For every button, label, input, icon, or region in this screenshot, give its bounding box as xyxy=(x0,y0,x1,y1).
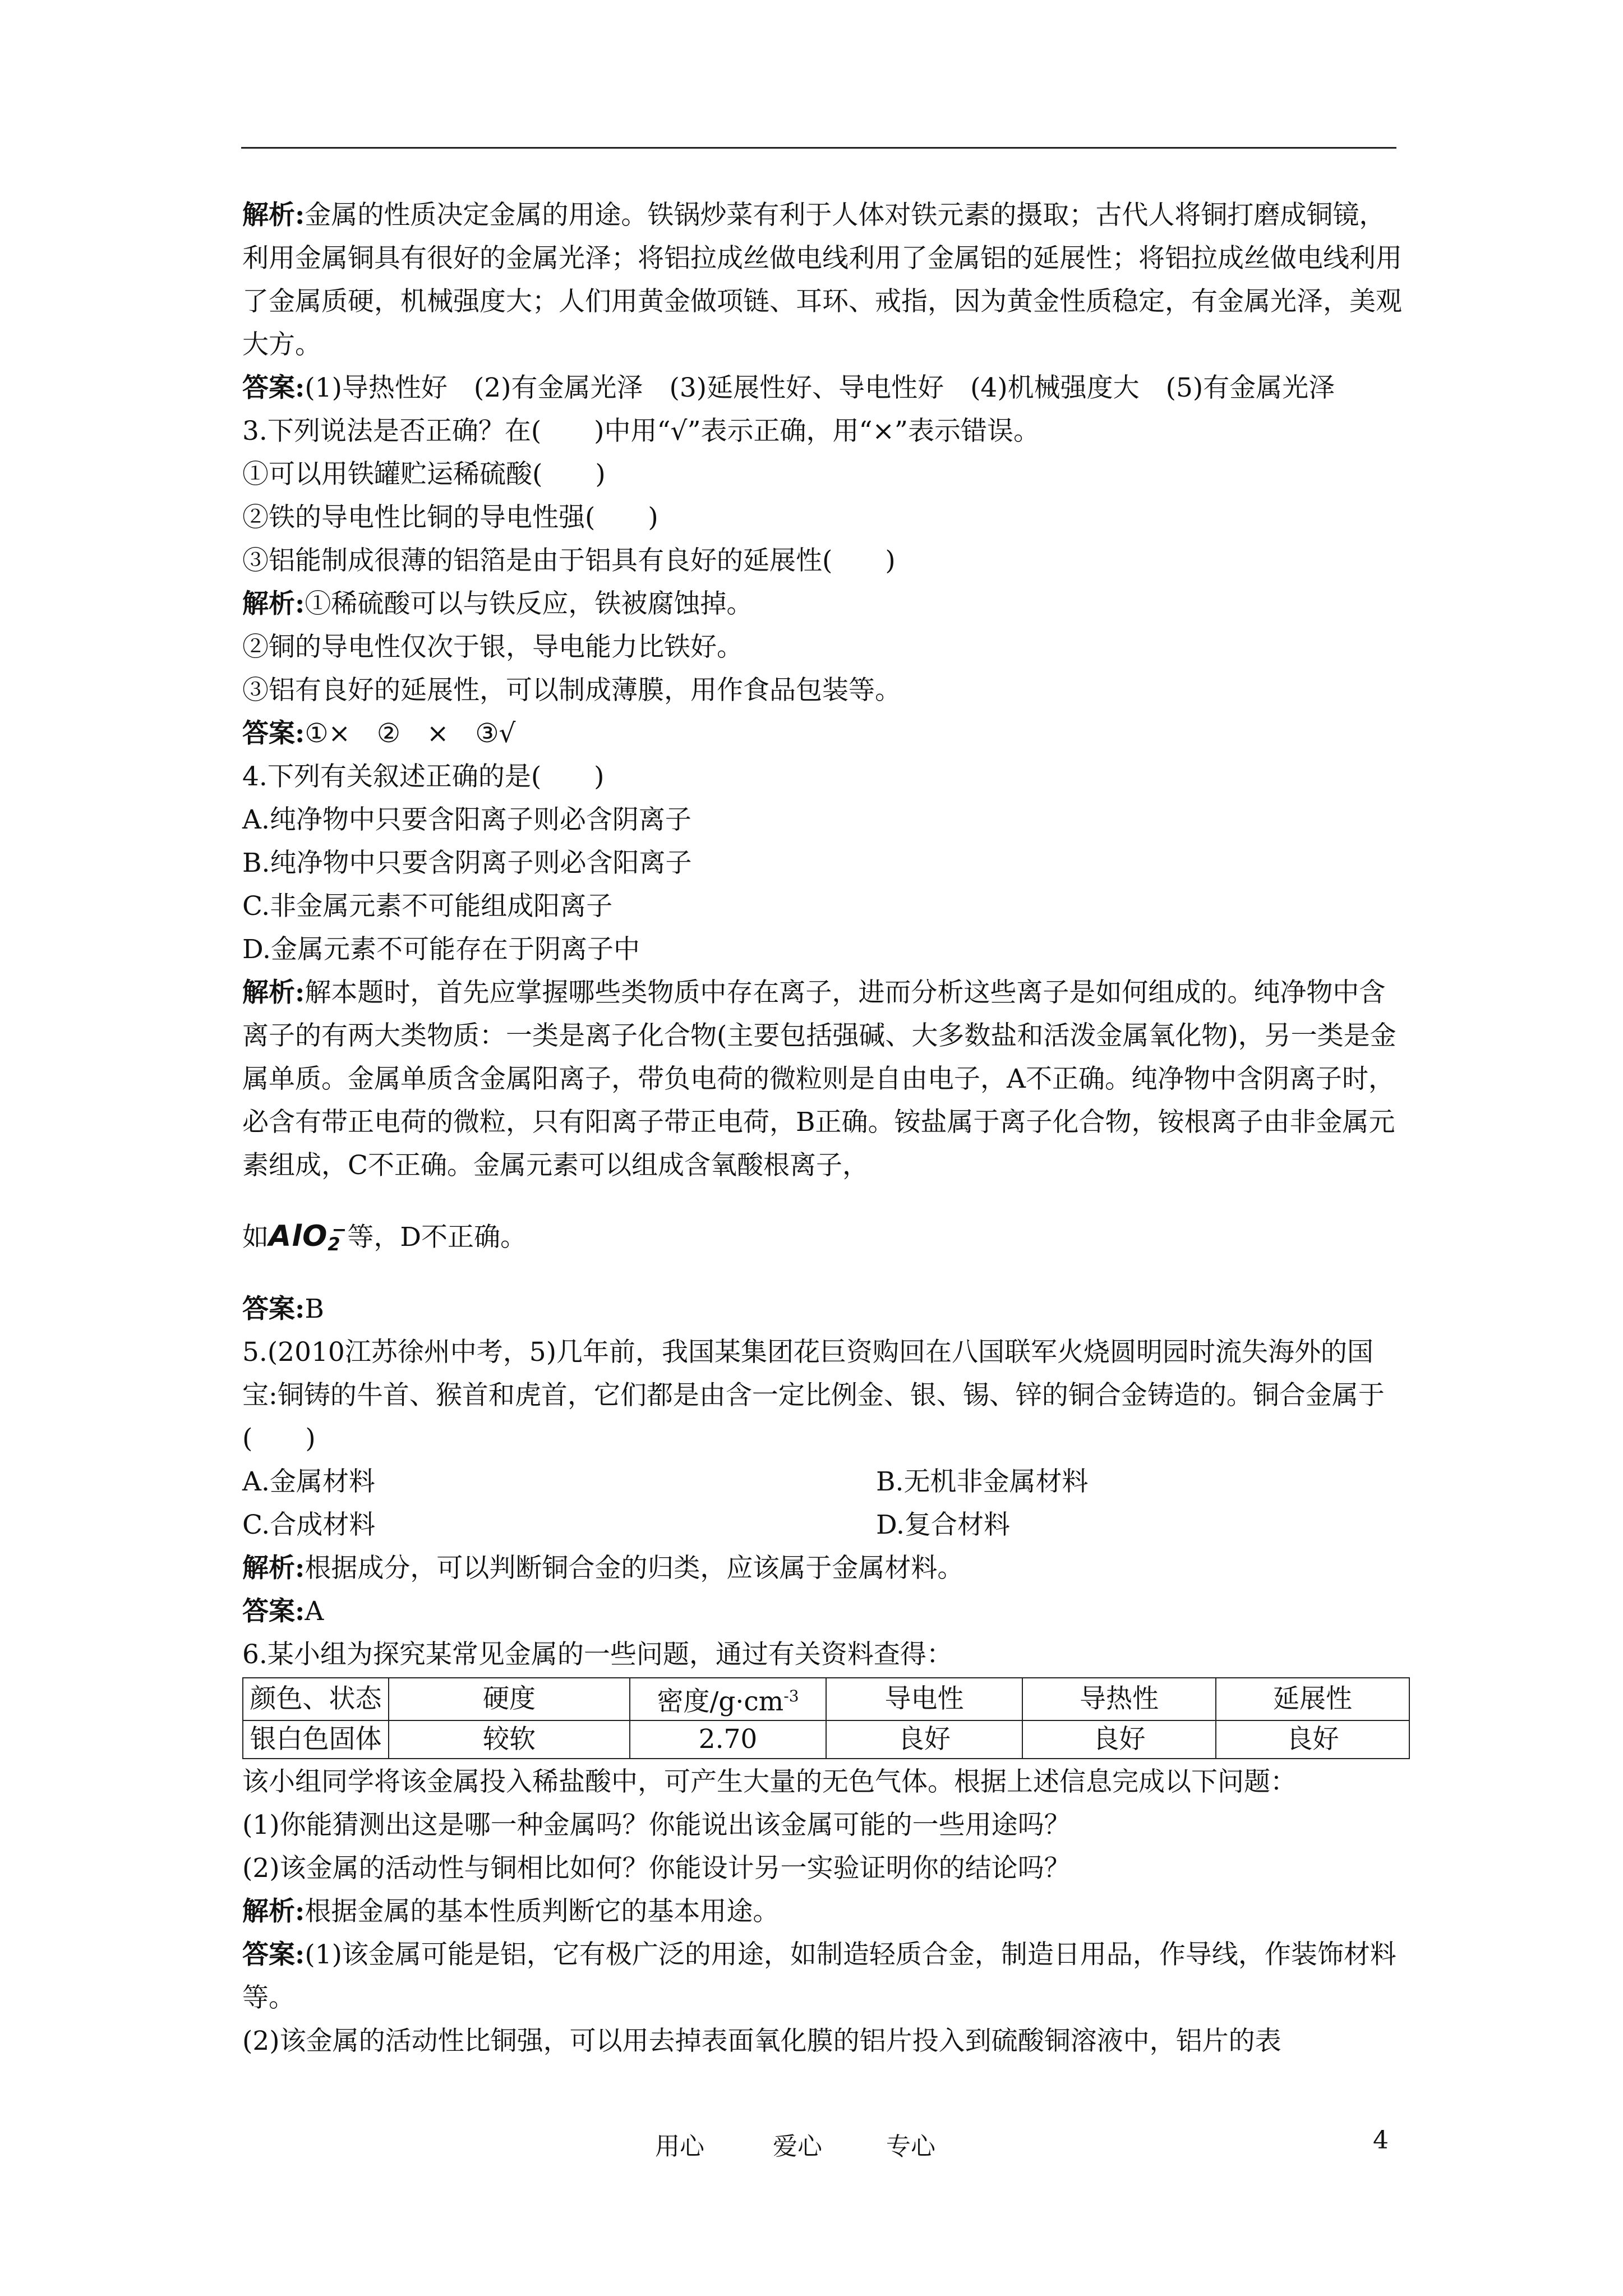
cell-thermal: 良好 xyxy=(1022,1720,1216,1759)
footer-word-2: 爱心 xyxy=(773,2132,822,2161)
header-thermal: 导热性 xyxy=(1022,1678,1216,1720)
answer-q6-2: (2)该金属的活动性比铜强，可以用去掉表面氧化膜的铝片投入到硫酸铜溶液中，铝片的表 xyxy=(242,2026,1281,2056)
cell-density: 2.70 xyxy=(630,1720,826,1759)
question-5-options xyxy=(242,1460,1404,1547)
analysis-label: 解析: xyxy=(242,588,305,619)
answer-label: 答案: xyxy=(242,1294,305,1324)
question-4-option-d: D.金属元素不可能存在于阴离子中 xyxy=(242,934,640,965)
table-row xyxy=(243,1720,1409,1759)
page-body xyxy=(242,194,1404,2063)
answer-label: 答案: xyxy=(242,1939,305,1970)
analysis-q3-2: ②铜的导电性仅次于银，导电能力比铁好。 xyxy=(242,632,743,662)
header-ductility: 延展性 xyxy=(1216,1678,1409,1720)
analysis-q3-1: 解析:①稀硫酸可以与铁反应，铁被腐蚀掉。 xyxy=(242,588,753,619)
page-number: 4 xyxy=(1373,2126,1389,2155)
analysis-label: 解析: xyxy=(242,1553,305,1584)
question-3-item-1: ①可以用铁罐贮运稀硫酸( ) xyxy=(242,459,606,490)
cell-ductility: 良好 xyxy=(1216,1720,1409,1759)
footer-word-1: 用心 xyxy=(655,2132,704,2161)
analysis-q2: 解析:金属的性质决定金属的用途。铁锅炒菜有利于人体对铁元素的摄取；古代人将铜打磨成铜镜，利用金属铜具有很好的金属光泽；将铝拉成丝做电线利用了金属铝的延展性；将铝拉成丝做电线利用了金属质硬，机械强度大；人们用黄金做项链、耳环、戒指，因为黄金性质稳定，有金属光泽，美观大方。 xyxy=(242,200,1402,360)
analysis-q5: 解析:根据成分，可以判断铜合金的归类，应该属于金属材料。 xyxy=(242,1553,964,1584)
analysis-q3-3: ③铝有良好的延展性，可以制成薄膜，用作食品包装等。 xyxy=(242,675,901,706)
question-5-option-a: A.金属材料 xyxy=(242,1466,375,1497)
question-4: 4.下列有关叙述正确的是( ) xyxy=(242,761,605,792)
question-4-option-c: C.非金属元素不可能组成阳离子 xyxy=(242,891,613,922)
header-rule xyxy=(241,147,1396,149)
answer-q2: 答案:(1)导热性好 (2)有金属光泽 (3)延展性好、导电性好 (4)机械强度大 (5)有金属光泽 xyxy=(242,372,1335,403)
table-header-row xyxy=(243,1678,1409,1720)
answer-q4: 答案:B xyxy=(242,1294,324,1324)
analysis-q4-formula-line: 如AlO$_2$−等，D不正确。 xyxy=(242,1219,527,1255)
question-5-option-d: D.复合材料 xyxy=(876,1510,1010,1540)
footer-word-3: 专心 xyxy=(886,2132,935,2161)
question-3-item-2: ②铁的导电性比铜的导电性强( ) xyxy=(242,502,658,533)
cell-hardness: 较软 xyxy=(389,1720,630,1759)
cell-color-state: 银白色固体 xyxy=(243,1720,389,1759)
question-6-sub-2: (2)该金属的活动性与铜相比如何？你能设计另一实验证明你的结论吗？ xyxy=(242,1853,1071,1884)
metal-properties-table xyxy=(242,1677,1410,1759)
header-density: 密度$/g\cdot cm^{-3}$ xyxy=(630,1678,826,1720)
analysis-q4: 解析:解本题时，首先应掌握哪些类物质中存在离子，进而分析这些离子是如何组成的。纯净物中含离子的有两大类物质：一类是离子化合物(主要包括强碱、大多数盐和活泼金属氧化物)，另一类是金属单质。金属单质含金属阳离子，带负电荷的微粒则是自由电子，A不正确。纯净物中含阴离子时，必含有带正电荷的微粒，只有阳离子带正电荷，B正确。铵盐属于离子化合物，铵根离子由非金属元素组成，C不正确。金属元素可以组成含氧酸根离子， xyxy=(242,977,1396,1181)
question-6: 6.某小组为探究某常见金属的一些问题，通过有关资料查得： xyxy=(242,1639,953,1670)
answer-label: 答案: xyxy=(242,1596,305,1627)
analysis-label: 解析: xyxy=(242,1896,305,1927)
answer-q6-1: 答案:(1)该金属可能是铝，它有极广泛的用途，如制造轻质合金，制造日用品，作导线，作装饰材料等。 xyxy=(242,1939,1396,2013)
aluminate-formula: AlO$_2$− xyxy=(269,1219,348,1255)
question-3-item-3: ③铝能制成很薄的铝箔是由于铝具有良好的延展性( ) xyxy=(242,545,896,576)
question-4-option-b: B.纯净物中只要含阴离子则必含阳离子 xyxy=(242,848,692,878)
question-3: 3.下列说法是否正确？在( )中用“√”表示正确，用“×”表示错误。 xyxy=(242,416,1040,447)
question-6-sub-1: (1)你能猜测出这是哪一种金属吗？你能说出该金属可能的一些用途吗？ xyxy=(242,1810,1071,1841)
analysis-label: 解析: xyxy=(242,200,305,231)
question-4-option-a: A.纯净物中只要含阳离子则必含阴离子 xyxy=(242,804,691,835)
header-color-state: 颜色、状态 xyxy=(243,1678,389,1720)
question-6-description: 该小组同学将该金属投入稀盐酸中，可产生大量的无色气体。根据上述信息完成以下问题： xyxy=(242,1766,1297,1797)
answer-q5: 答案:A xyxy=(242,1596,324,1627)
analysis-q6: 解析:根据金属的基本性质判断它的基本用途。 xyxy=(242,1896,780,1927)
analysis-label: 解析: xyxy=(242,977,305,1008)
answer-label: 答案: xyxy=(242,372,305,403)
header-conductivity: 导电性 xyxy=(826,1678,1022,1720)
cell-conductivity: 良好 xyxy=(826,1720,1022,1759)
question-5: 5.(2010江苏徐州中考，5)几年前，我国某集团花巨资购回在八国联军火烧圆明园时流失海外的国宝:铜铸的牛首、猴首和虎首，它们都是由含一定比例金、银、锡、锌的铜合金铸造的。铜合金属于( ) xyxy=(242,1337,1385,1454)
answer-label: 答案: xyxy=(242,718,305,749)
question-5-option-b: B.无机非金属材料 xyxy=(876,1466,1089,1497)
answer-q3: 答案:①× ② × ③√ xyxy=(242,718,516,749)
header-hardness: 硬度 xyxy=(389,1678,630,1720)
question-5-option-c: C.合成材料 xyxy=(242,1510,376,1540)
